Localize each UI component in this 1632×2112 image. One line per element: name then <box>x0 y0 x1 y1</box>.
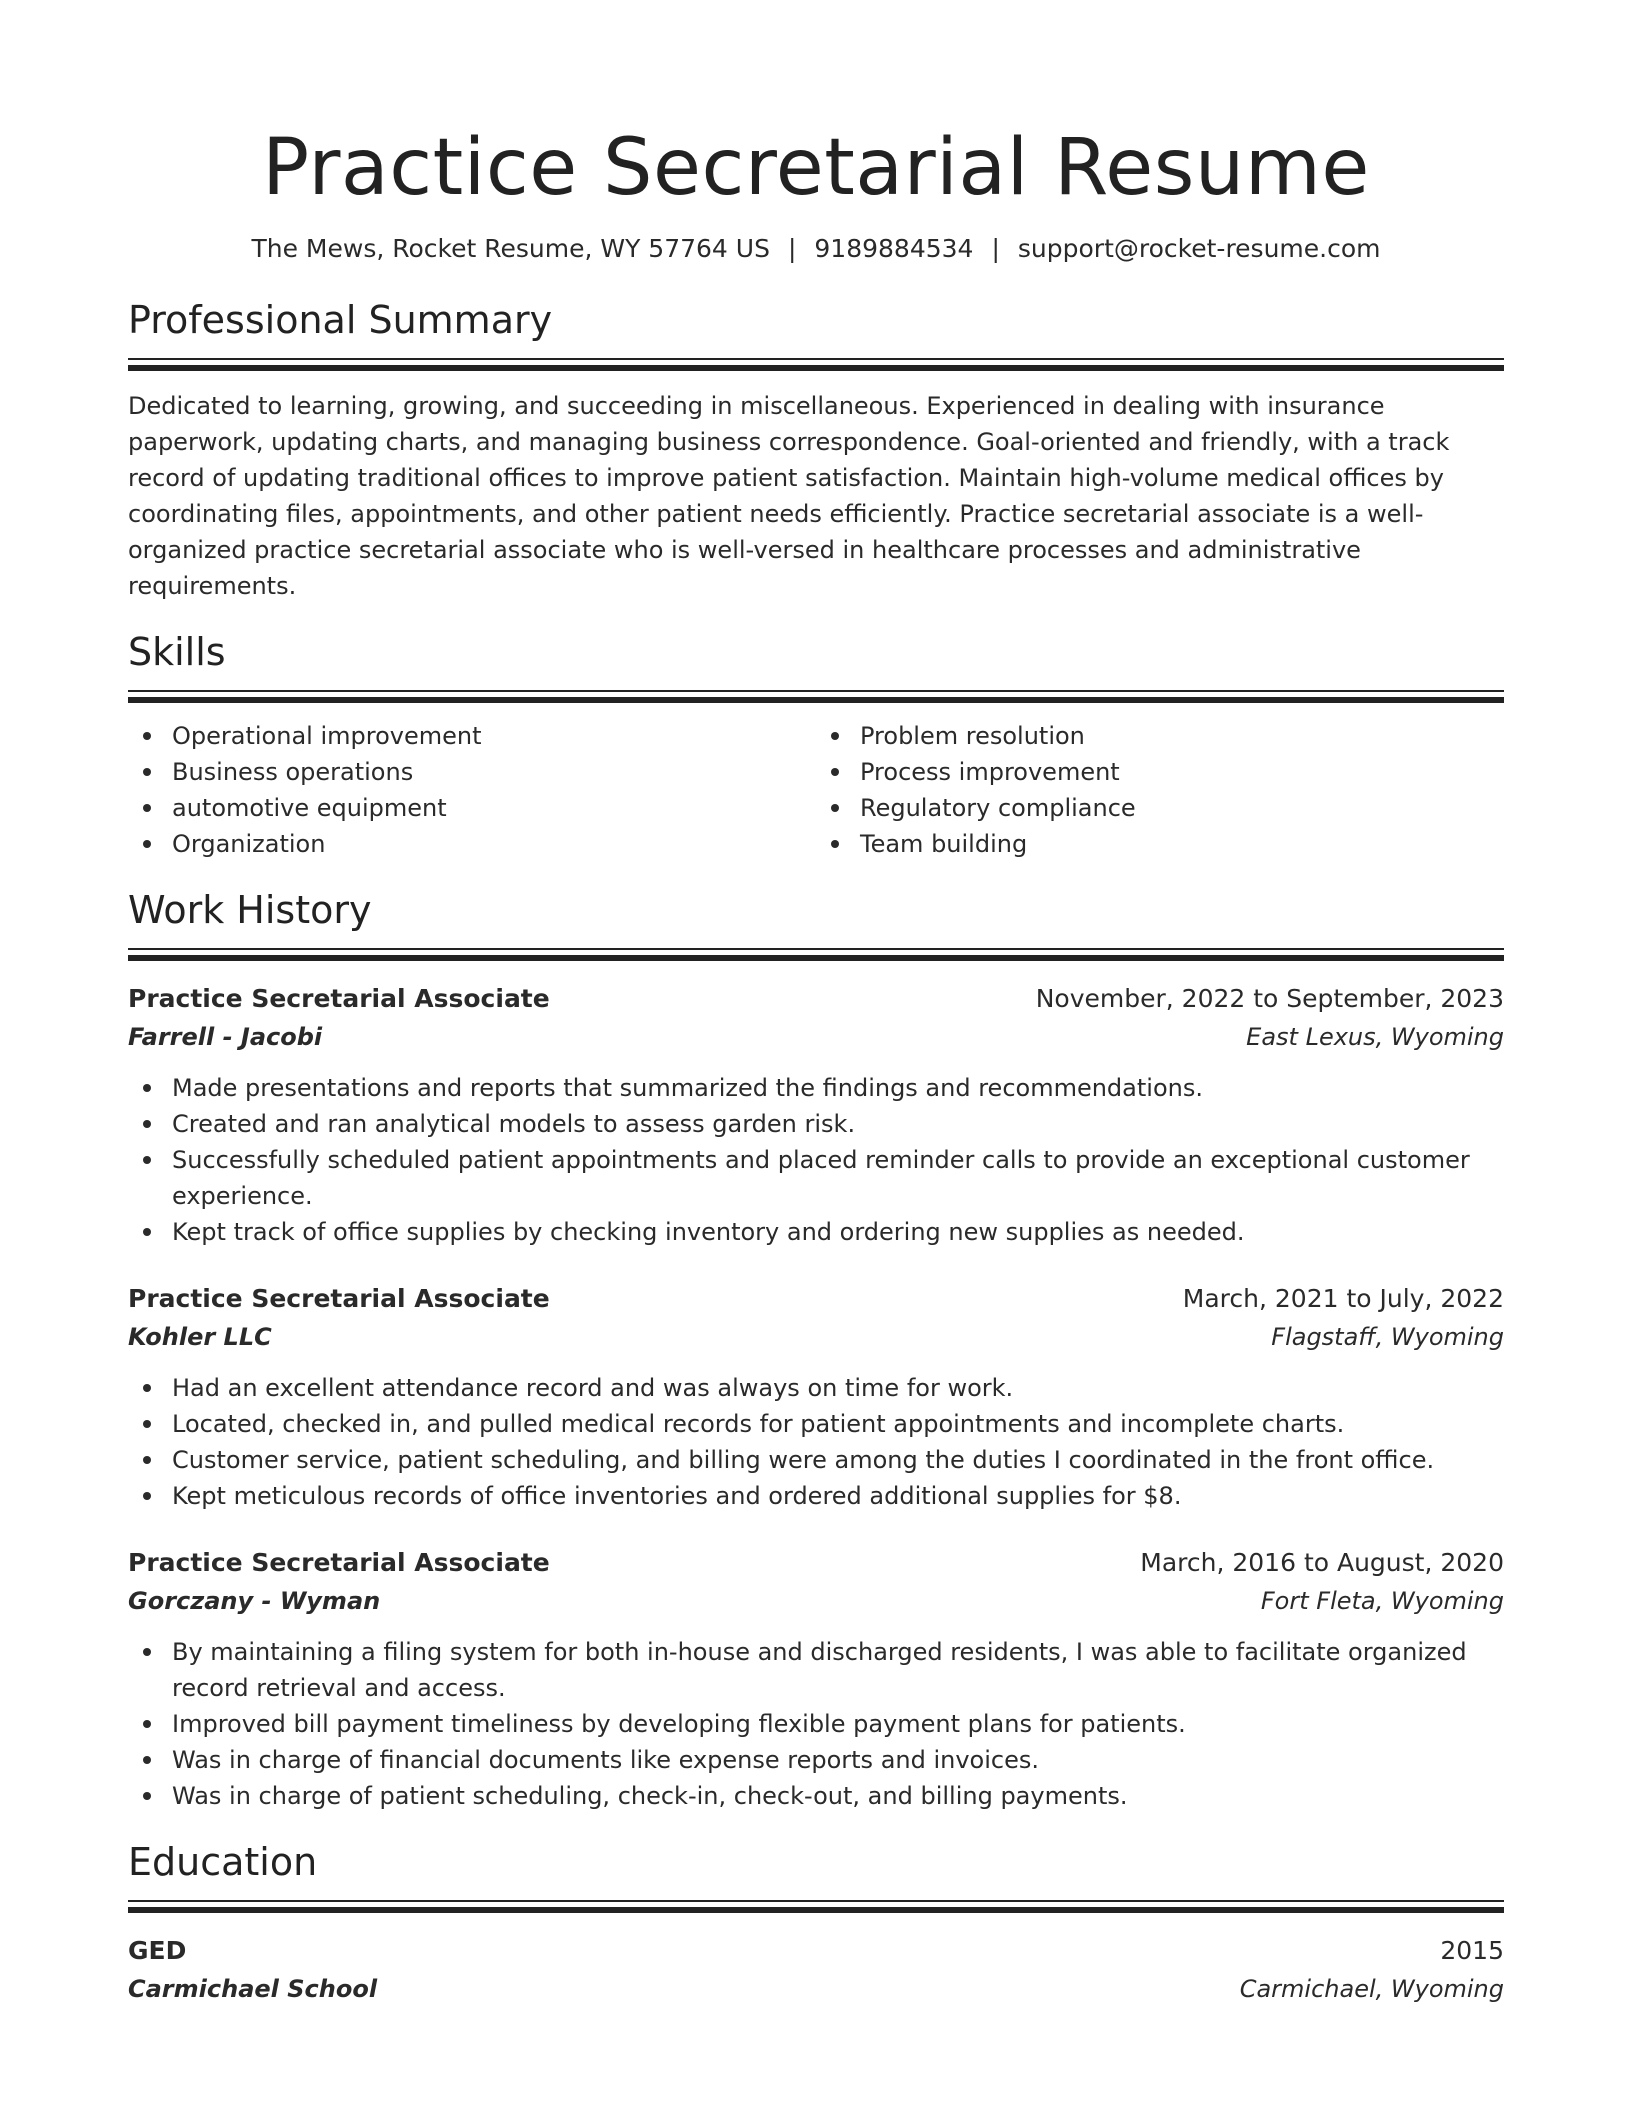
job-location: Flagstaff, Wyoming <box>1271 1323 1504 1351</box>
job-entry <box>128 980 1504 1250</box>
job-title: Practice Secretarial Associate <box>128 1284 550 1313</box>
skills-list <box>128 718 1504 862</box>
section-divider <box>128 358 1504 372</box>
job-bullet: Kept meticulous records of office inventories and ordered additional supplies for $8. <box>172 1478 1504 1514</box>
contact-line <box>128 232 1504 266</box>
summary-heading: Professional Summary <box>128 298 553 342</box>
job-bullet: Improved bill payment timeliness by developing flexible payment plans for patients. <box>172 1706 1504 1742</box>
skill-item: automotive equipment <box>172 790 816 826</box>
job-dates: November, 2022 to September, 2023 <box>1035 984 1504 1013</box>
job-bullet: Successfully scheduled patient appointments and placed reminder calls to provide an exceptional customer experience. <box>172 1142 1504 1214</box>
education-school: Carmichael School <box>128 1975 378 2003</box>
job-bullet: Had an excellent attendance record and was always on time for work. <box>172 1370 1504 1406</box>
skills-column-right <box>816 718 1504 862</box>
section-divider <box>128 690 1504 704</box>
skill-item: Operational improvement <box>172 718 816 754</box>
education-degree: GED <box>128 1936 187 1965</box>
job-bullet: Made presentations and reports that summarized the findings and recommendations. <box>172 1070 1504 1106</box>
education-entry <box>128 1932 1504 2008</box>
education-location: Carmichael, Wyoming <box>1239 1975 1504 2003</box>
skills-section <box>128 628 1504 862</box>
contact-separator: | <box>991 234 1000 263</box>
job-company: Kohler LLC <box>128 1323 272 1351</box>
job-bullet: Kept track of office supplies by checking inventory and ordering new supplies as needed. <box>172 1214 1504 1250</box>
job-bullet: Customer service, patient scheduling, and billing were among the duties I coordinated in the front office. <box>172 1442 1504 1478</box>
job-bullet: Created and ran analytical models to assess garden risk. <box>172 1106 1504 1142</box>
contact-email: support@rocket-resume.com <box>1017 234 1381 263</box>
job-dates: March, 2016 to August, 2020 <box>1140 1548 1504 1577</box>
job-bullet: Located, checked in, and pulled medical records for patient appointments and incomplete charts. <box>172 1406 1504 1442</box>
job-bullet: Was in charge of financial documents like expense reports and invoices. <box>172 1742 1504 1778</box>
skill-item: Business operations <box>172 754 816 790</box>
skill-item: Regulatory compliance <box>860 790 1504 826</box>
contact-phone: 9189884534 <box>814 234 974 263</box>
job-title: Practice Secretarial Associate <box>128 984 550 1013</box>
job-location: East Lexus, Wyoming <box>1246 1023 1504 1051</box>
job-bullets <box>128 1370 1504 1514</box>
contact-address: The Mews, Rocket Resume, WY 57764 US <box>251 234 770 263</box>
skill-item: Problem resolution <box>860 718 1504 754</box>
summary-section <box>128 296 1504 604</box>
job-entry <box>128 1280 1504 1514</box>
skills-column-left <box>128 718 816 862</box>
education-heading: Education <box>128 1840 318 1884</box>
work-history-section <box>128 886 1504 1814</box>
section-divider <box>128 948 1504 962</box>
skill-item: Process improvement <box>860 754 1504 790</box>
job-bullet: By maintaining a filing system for both in-house and discharged residents, I was able to facilitate organized record retrieval and access. <box>172 1634 1504 1706</box>
job-bullets <box>128 1070 1504 1250</box>
skill-item: Organization <box>172 826 816 862</box>
job-title: Practice Secretarial Associate <box>128 1548 550 1577</box>
job-company: Gorczany - Wyman <box>128 1587 381 1615</box>
job-location: Fort Fleta, Wyoming <box>1260 1587 1504 1615</box>
job-company: Farrell - Jacobi <box>128 1023 323 1051</box>
skill-item: Team building <box>860 826 1504 862</box>
summary-text: Dedicated to learning, growing, and succeeding in miscellaneous. Experienced in dealing with insurance paperwork, updating charts, and managing business correspondence. Goal-oriented and friendly, with a track record of updating traditional offices to improve patient satisfaction. Maintain high-volume medical offices by coordinating files, appointments, and other patient needs efficiently. Practice secretarial associate is a well-organized practice secretarial associate who is well-versed in healthcare processes and administrative requirements. <box>128 392 1450 600</box>
job-dates: March, 2021 to July, 2022 <box>1182 1284 1504 1313</box>
resume-page <box>128 0 1504 2008</box>
education-year: 2015 <box>1440 1936 1504 1965</box>
job-entry <box>128 1544 1504 1814</box>
job-bullet: Was in charge of patient scheduling, check-in, check-out, and billing payments. <box>172 1778 1504 1814</box>
job-bullets <box>128 1634 1504 1814</box>
section-divider <box>128 1900 1504 1914</box>
education-section <box>128 1838 1504 2008</box>
work-history-heading: Work History <box>128 888 372 932</box>
skills-heading: Skills <box>128 630 226 674</box>
contact-separator: | <box>787 234 797 263</box>
resume-title: Practice Secretarial Resume <box>262 123 1370 213</box>
